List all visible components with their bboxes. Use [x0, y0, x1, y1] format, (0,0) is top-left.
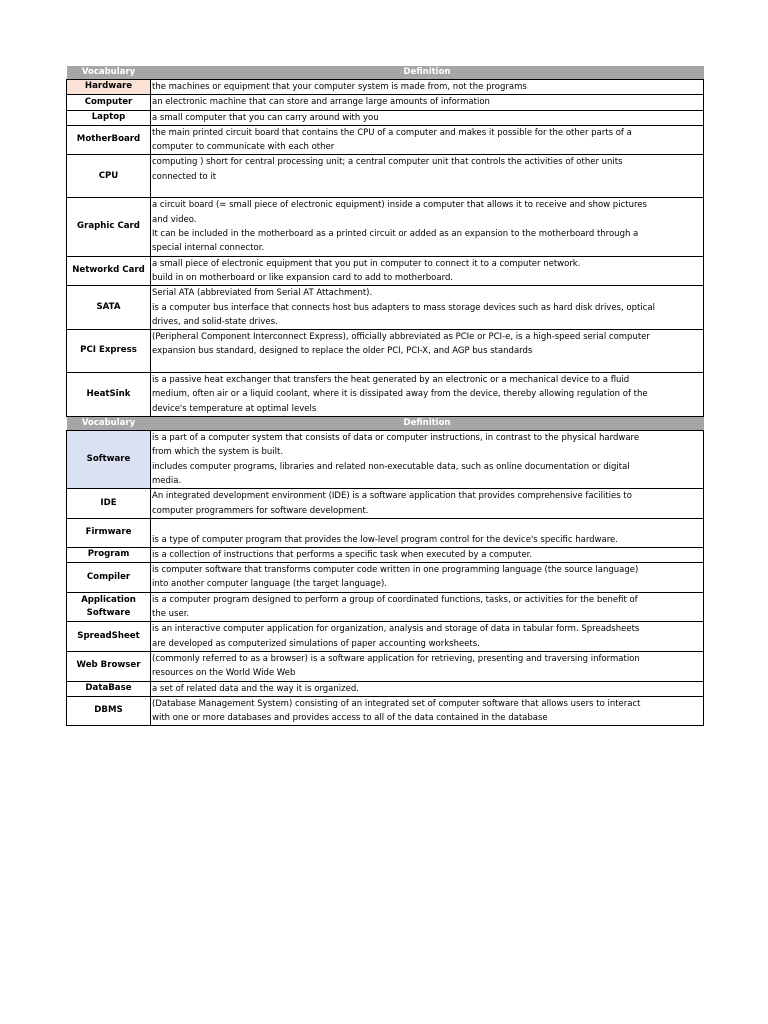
- vocabulary-term: DataBase: [67, 681, 151, 696]
- vocabulary-term: Computer: [67, 95, 151, 110]
- vocabulary-definition: is a type of computer program that provides the low-level program control for the device's specific hardware.: [151, 518, 704, 547]
- table-row: [67, 373, 704, 417]
- table-row: [67, 431, 704, 489]
- vocabulary-definition: is a collection of instructions that performs a specific task when executed by a computer.: [151, 547, 704, 562]
- vocabulary-term: Compiler: [67, 563, 151, 593]
- table-row: [67, 489, 704, 519]
- vocabulary-definition: the machines or equipment that your computer system is made from, not the programs: [151, 80, 704, 95]
- vocabulary-table: [66, 66, 704, 726]
- vocabulary-term: SATA: [67, 286, 151, 330]
- vocabulary-definition: a small computer that you can carry around with you: [151, 110, 704, 125]
- vocabulary-definition: is computer software that transforms computer code written in one programming language (the source language) into another computer language (the target language).: [151, 563, 704, 593]
- vocabulary-definition: a set of related data and the way it is organized.: [151, 681, 704, 696]
- vocabulary-term: Application Software: [67, 592, 151, 622]
- vocabulary-definition: a circuit board (= small piece of electronic equipment) inside a computer that allows it to receive and show pictures and video. It can be included in the motherboard as a printed circuit or added as an expansion to the motherboard through a special internal connector.: [151, 198, 704, 256]
- vocabulary-definition: (commonly referred to as a browser) is a software application for retrieving, presenting and traversing information resources on the World Wide Web: [151, 651, 704, 681]
- table-row: [67, 286, 704, 330]
- vocabulary-term: Hardware: [67, 80, 151, 95]
- table-header-row: [67, 417, 704, 431]
- vocabulary-definition: computing ) short for central processing unit; a central computer unit that controls the activities of other units connected to it: [151, 155, 704, 198]
- definition-header: Definition: [151, 66, 704, 80]
- vocabulary-term: IDE: [67, 489, 151, 519]
- table-row: [67, 592, 704, 622]
- vocabulary-header: Vocabulary: [67, 417, 151, 431]
- table-row: [67, 198, 704, 256]
- vocabulary-term: Program: [67, 547, 151, 562]
- table-row: [67, 563, 704, 593]
- vocabulary-term: DBMS: [67, 696, 151, 726]
- table-row: [67, 518, 704, 547]
- table-row: [67, 622, 704, 652]
- table-row: [67, 155, 704, 198]
- vocabulary-header: Vocabulary: [67, 66, 151, 80]
- table-row: [67, 125, 704, 155]
- vocabulary-definition: (Database Management System) consisting of an integrated set of computer software that allows users to interact with one or more databases and provides access to all of the data contained in the database: [151, 696, 704, 726]
- table-row: [67, 80, 704, 95]
- vocabulary-term: Graphic Card: [67, 198, 151, 256]
- vocabulary-definition: an electronic machine that can store and arrange large amounts of information: [151, 95, 704, 110]
- vocabulary-term: Software: [67, 431, 151, 489]
- vocabulary-sheet: [66, 66, 703, 726]
- vocabulary-definition: is a passive heat exchanger that transfers the heat generated by an electronic or a mechanical device to a fluid medium, often air or a liquid coolant, where it is dissipated away from the device, thereby allowing regulation of the device's temperature at optimal levels: [151, 373, 704, 417]
- vocabulary-definition: Serial ATA (abbreviated from Serial AT Attachment). is a computer bus interface that connects host bus adapters to mass storage devices such as hard disk drives, optical drives, and solid-state drives.: [151, 286, 704, 330]
- vocabulary-term: CPU: [67, 155, 151, 198]
- vocabulary-term: HeatSink: [67, 373, 151, 417]
- vocabulary-term: MotherBoard: [67, 125, 151, 155]
- table-row: [67, 95, 704, 110]
- vocabulary-definition: the main printed circuit board that contains the CPU of a computer and makes it possible for the other parts of a computer to communicate with each other: [151, 125, 704, 155]
- vocabulary-term: Firmware: [67, 518, 151, 547]
- vocabulary-term: SpreadSheet: [67, 622, 151, 652]
- vocabulary-term: Networkd Card: [67, 256, 151, 286]
- vocabulary-definition: is a computer program designed to perform a group of coordinated functions, tasks, or activities for the benefit of the user.: [151, 592, 704, 622]
- table-row: [67, 547, 704, 562]
- vocabulary-definition: is a part of a computer system that consists of data or computer instructions, in contrast to the physical hardware from which the system is built. includes computer programs, libraries and related non-executable data, such as online documentation or digital media.: [151, 431, 704, 489]
- table-row: [67, 651, 704, 681]
- vocabulary-definition: An integrated development environment (IDE) is a software application that provides comprehensive facilities to computer programmers for software development.: [151, 489, 704, 519]
- table-row: [67, 696, 704, 726]
- vocabulary-definition: a small piece of electronic equipment that you put in computer to connect it to a computer network. build in on motherboard or like expansion card to add to motherboard.: [151, 256, 704, 286]
- vocabulary-term: Laptop: [67, 110, 151, 125]
- vocabulary-term: Web Browser: [67, 651, 151, 681]
- table-row: [67, 330, 704, 373]
- vocabulary-term: PCI Express: [67, 330, 151, 373]
- table-header-row: [67, 66, 704, 80]
- table-row: [67, 256, 704, 286]
- vocabulary-definition: is an interactive computer application for organization, analysis and storage of data in tabular form. Spreadsheets are developed as computerized simulations of paper accounting worksheets.: [151, 622, 704, 652]
- vocabulary-definition: (Peripheral Component Interconnect Express), officially abbreviated as PCIe or PCI-e, is a high-speed serial computer expansion bus standard, designed to replace the older PCI, PCI-X, and AGP bus standards: [151, 330, 704, 373]
- table-row: [67, 110, 704, 125]
- definition-header: Definition: [151, 417, 704, 431]
- table-row: [67, 681, 704, 696]
